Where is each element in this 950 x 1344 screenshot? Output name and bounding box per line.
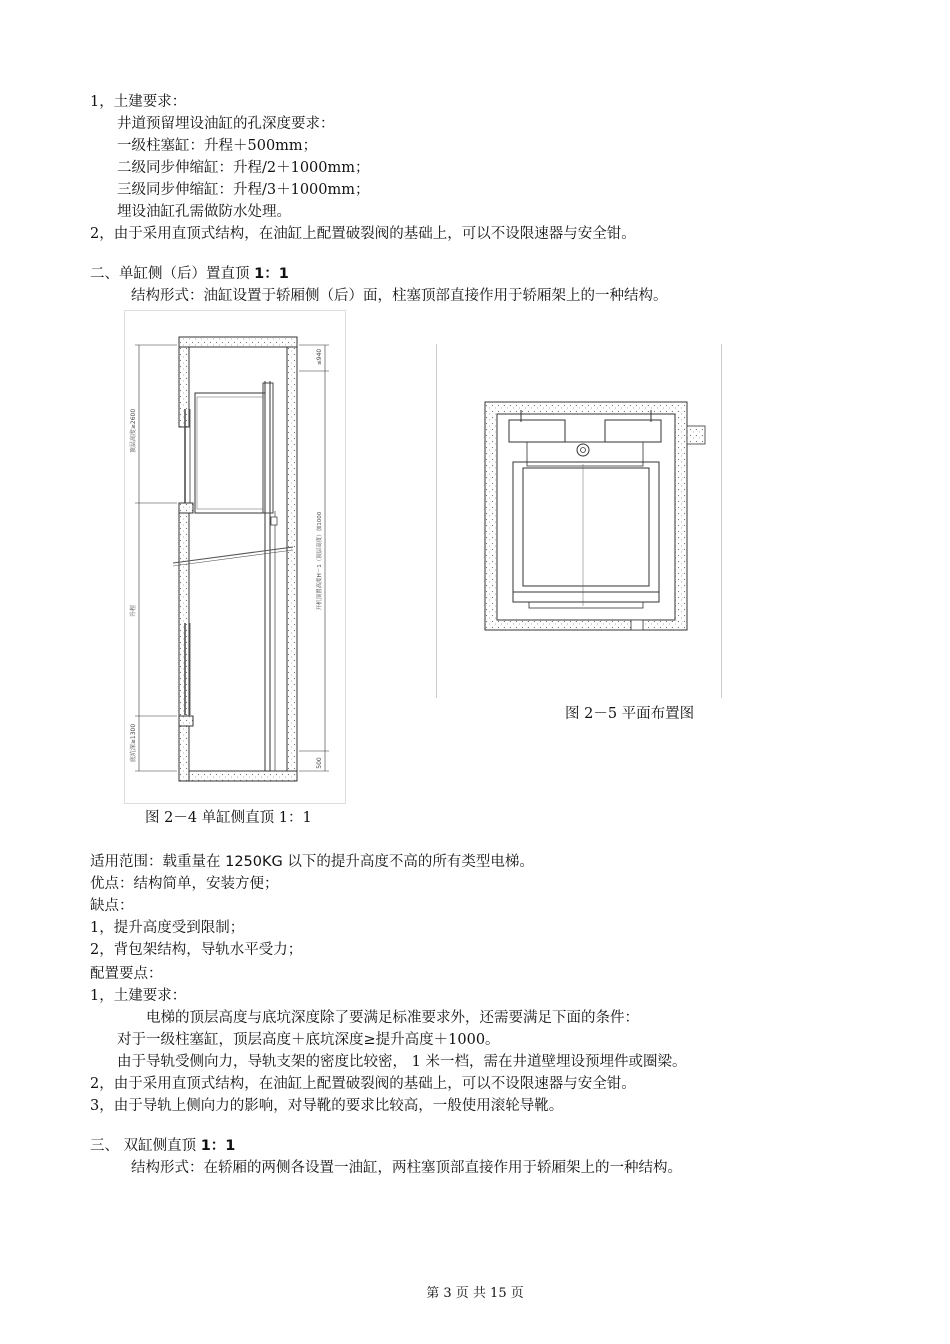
section2-heading-ratio: 1：1 bbox=[254, 266, 289, 282]
config-item-1-a: 电梯的顶层高度与底坑深度除了要满足标准要求外，还需要满足下面的条件： bbox=[146, 1010, 639, 1026]
top-height-label: 顶层高度≥2600 bbox=[130, 408, 137, 454]
item2-note: 2，由于采用直顶式结构，在油缸上配置破裂阀的基础上，可以不设限速器与安全钳。 bbox=[90, 226, 636, 242]
right-dim-label: 开机顶置高度H－1（顶层高度）加1000 bbox=[317, 511, 323, 611]
config-item-1-c: 由于导轨受侧向力，导轨支架的密度比较密， 1 米一档，需在井道壁埋设预埋件或圈梁。 bbox=[117, 1054, 687, 1070]
figure-2-5-plan bbox=[436, 344, 722, 698]
pit-right-dim-label: 500 bbox=[316, 757, 323, 769]
scope-load-value: 1250KG bbox=[225, 854, 283, 870]
section2-heading-text: 二、单缸侧（后）置直顶 bbox=[90, 266, 250, 282]
elevation-drawing bbox=[125, 311, 345, 803]
section2-structure: 结构形式：油缸设置于轿厢侧（后）面，柱塞顶部直接作用于轿厢架上的一种结构。 bbox=[131, 288, 668, 304]
figure-2-4-caption: 图 2－4 单缸侧直顶 1：1 bbox=[145, 810, 312, 826]
pit-depth-label: 底坑深≥1300 bbox=[130, 723, 137, 763]
con-item-1: 1，提升高度受到限制； bbox=[90, 920, 245, 936]
plan-drawing bbox=[437, 344, 721, 698]
page-footer: 第 3 页 共 15 页 bbox=[426, 1286, 524, 1301]
scope-prefix: 适用范围：载重量在 bbox=[90, 854, 221, 870]
config-item-2: 2，由于采用直顶式结构，在油缸上配置破裂阀的基础上，可以不设限速器与安全钳。 bbox=[90, 1076, 636, 1092]
waterproof-note: 埋设油缸孔需做防水处理。 bbox=[117, 204, 291, 220]
config-title: 配置要点： bbox=[90, 966, 163, 982]
top-right-dim-label: ≤940 bbox=[316, 348, 323, 366]
section2-heading bbox=[90, 264, 289, 284]
section3-heading bbox=[90, 1136, 235, 1156]
level3-requirement: 三级同步伸缩缸：升程/3＋1000mm； bbox=[117, 182, 370, 198]
travel-label: 升程 bbox=[130, 604, 137, 618]
section3-heading-text: 三、 双缸侧直顶 bbox=[90, 1138, 197, 1154]
con-item-2: 2，背包架结构，导轨水平受力； bbox=[90, 942, 303, 958]
figure-2-5-caption: 图 2－5 平面布置图 bbox=[565, 706, 695, 722]
config-item-1: 1，土建要求： bbox=[90, 988, 187, 1004]
level2-requirement: 二级同步伸缩缸：升程/2＋1000mm； bbox=[117, 160, 370, 176]
hole-depth-requirement: 井道预留埋设油缸的孔深度要求： bbox=[117, 116, 335, 132]
section3-heading-ratio: 1：1 bbox=[200, 1138, 236, 1154]
pros-line: 优点：结构简单，安装方便； bbox=[90, 876, 279, 892]
level1-requirement: 一级柱塞缸：升程＋500mm； bbox=[117, 138, 318, 154]
item1-title: 1，土建要求： bbox=[90, 94, 187, 110]
section3-structure: 结构形式：在轿厢的两侧各设置一油缸，两柱塞顶部直接作用于轿厢架上的一种结构。 bbox=[131, 1160, 682, 1176]
scope-suffix: 以下的提升高度不高的所有类型电梯。 bbox=[287, 854, 534, 870]
scope-line bbox=[90, 852, 534, 872]
figure-2-4-elevation bbox=[124, 310, 346, 804]
cons-title: 缺点： bbox=[90, 898, 134, 914]
config-item-1-b: 对于一级柱塞缸，顶层高度＋底坑深度≥提升高度＋1000。 bbox=[117, 1032, 500, 1048]
config-item-3: 3，由于导轨上侧向力的影响，对导靴的要求比较高，一般使用滚轮导靴。 bbox=[90, 1098, 564, 1114]
